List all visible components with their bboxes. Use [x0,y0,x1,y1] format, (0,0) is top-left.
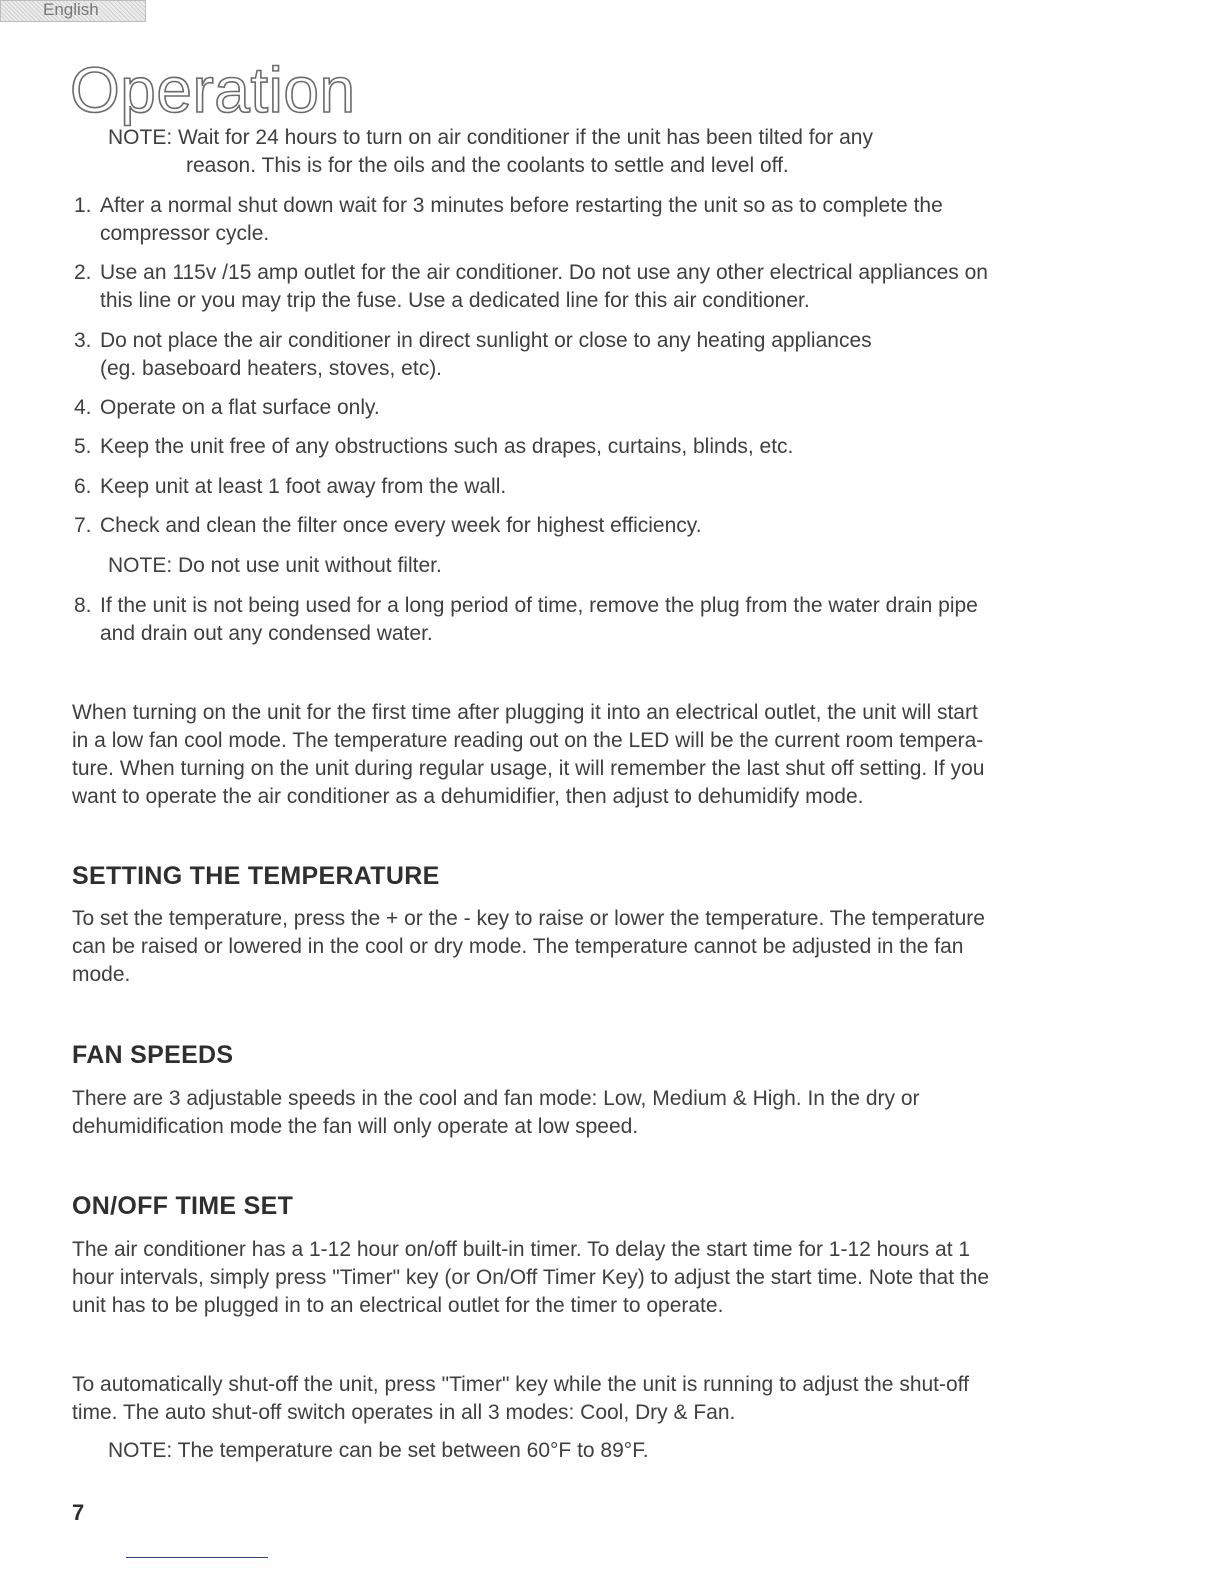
list-number: 6. [74,475,92,498]
timer-text-line: hour intervals, simply press "Timer" key (or On/Off Timer Key) to adjust the start time. Note that the [72,1266,990,1289]
list-text-line: Keep unit at least 1 foot away from the wall. [100,475,507,498]
intro-paragraph-line: When turning on the unit for the first time after plugging it into an electrical outlet, the unit will start [72,701,978,724]
shutoff-text-line: time. The auto shut-off switch operates in all 3 modes: Cool, Dry & Fan. [72,1401,736,1424]
list-text-line: Do not place the air conditioner in direct sunlight or close to any heating appliances [100,329,872,352]
list-text-line: and drain out any condensed water. [100,622,433,645]
list-text-line: (eg. baseboard heaters, stoves, etc). [100,357,443,380]
section-heading-timer: ON/OFF TIME SET [72,1192,294,1220]
temperature-text-line: mode. [72,963,131,986]
list-number: 2. [74,261,92,284]
shutoff-text-line: To automatically shut-off the unit, press "Timer" key while the unit is running to adjust the shut-off [72,1373,969,1396]
page-number: 7 [72,1500,85,1525]
note-tilt-line-1: NOTE: Wait for 24 hours to turn on air conditioner if the unit has been tilted for any [108,126,873,149]
section-heading-fan-speeds: FAN SPEEDS [72,1041,234,1069]
list-text-line: Use an 115v /15 amp outlet for the air conditioner. Do not use any other electrical appliances on [100,261,988,284]
intro-paragraph-line: want to operate the air conditioner as a dehumidifier, then adjust to dehumidify mode. [72,785,864,808]
list-text-line: this line or you may trip the fuse. Use a dedicated line for this air conditioner. [100,289,810,312]
list-number: 3. [74,329,92,352]
timer-text-line: The air conditioner has a 1-12 hour on/off built-in timer. To delay the start time for 1-12 hours at 1 [72,1238,971,1261]
fan-text-line: dehumidification mode the fan will only operate at low speed. [72,1115,639,1138]
language-tab: English [0,0,146,22]
list-text-line: compressor cycle. [100,222,270,245]
note-temperature-range: NOTE: The temperature can be set between 60°F to 89°F. [108,1439,649,1462]
list-text-line: If the unit is not being used for a long period of time, remove the plug from the water drain pipe [100,594,978,617]
intro-paragraph-line: in a low fan cool mode. The temperature reading out on the LED will be the current room tempera- [72,729,984,752]
list-number: 1. [74,194,92,217]
section-heading-temperature: SETTING THE TEMPERATURE [72,862,440,890]
footer-rule [126,1557,268,1558]
temperature-text-line: can be raised or lowered in the cool or dry mode. The temperature cannot be adjusted in the fan [72,935,964,958]
list-text-line: After a normal shut down wait for 3 minutes before restarting the unit so as to complete the [100,194,943,217]
list-number: 8. [74,594,92,617]
list-text-line: Operate on a flat surface only. [100,396,380,419]
list-text-line: Keep the unit free of any obstructions such as drapes, curtains, blinds, etc. [100,435,794,458]
timer-text-line: unit has to be plugged in to an electrical outlet for the timer to operate. [72,1294,724,1317]
list-number: 5. [74,435,92,458]
fan-text-line: There are 3 adjustable speeds in the cool and fan mode: Low, Medium & High. In the dry or [72,1087,920,1110]
list-number: 4. [74,396,92,419]
note-filter: NOTE: Do not use unit without filter. [108,554,442,577]
note-tilt-line-2: reason. This is for the oils and the coolants to settle and level off. [186,154,789,177]
list-number: 7. [74,514,92,537]
list-text-line: Check and clean the filter once every week for highest efficiency. [100,514,702,537]
intro-paragraph-line: ture. When turning on the unit during regular usage, it will remember the last shut off setting. If you [72,757,985,780]
page-title: Operation [70,54,356,126]
temperature-text-line: To set the temperature, press the + or the - key to raise or lower the temperature. The temperature [72,907,985,930]
